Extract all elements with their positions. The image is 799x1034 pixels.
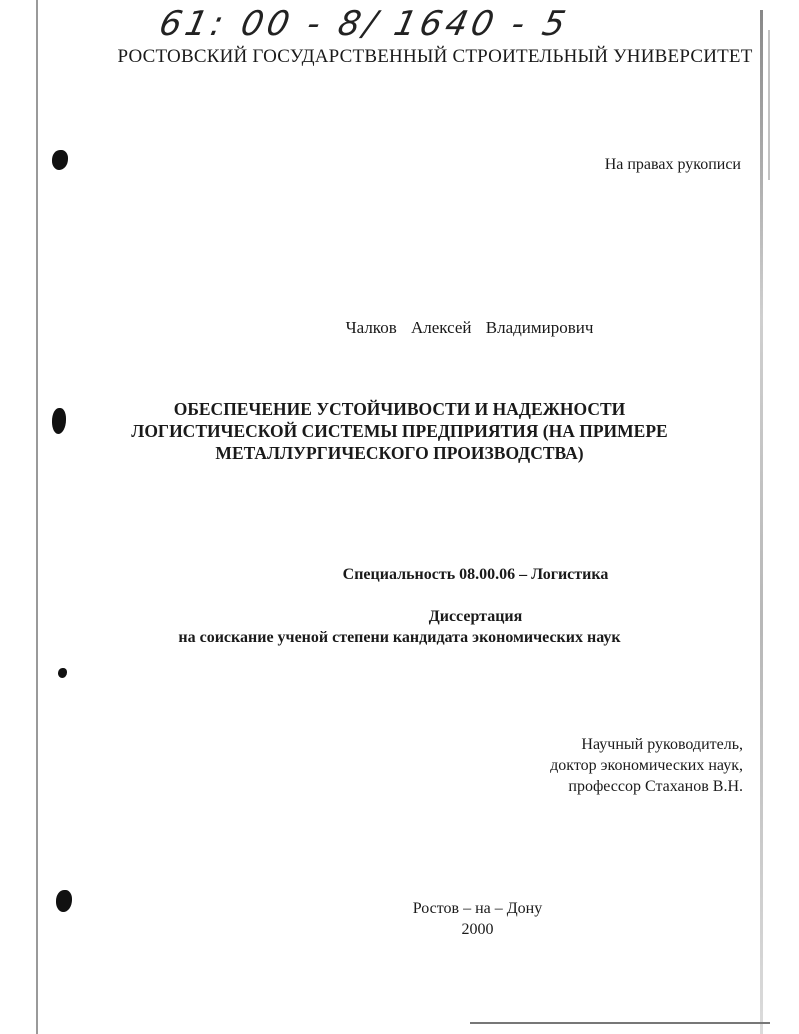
scientific-advisor: [550, 734, 743, 797]
advisor-name: профессор Стаханов В.Н.: [568, 778, 743, 795]
advisor-role: Научный руководитель,: [581, 736, 743, 753]
scan-bottom-line: [470, 1022, 770, 1024]
manuscript-rights-note: На правах рукописи: [604, 156, 741, 173]
place-and-year: [0, 898, 799, 940]
title-line-3: МЕТАЛЛУРГИЧЕСКОГО ПРОИЗВОДСТВА): [215, 443, 584, 463]
handwritten-archive-number: 61: 00 - 8/ 1640 - 5: [155, 4, 573, 44]
specialty: Специальность 08.00.06 – Логистика: [342, 566, 609, 583]
degree-text: на соискание ученой степени кандидата экономических наук: [178, 629, 621, 646]
title-line-2: ЛОГИСТИЧЕСКОЙ СИСТЕМЫ ПРЕДПРИЯТИЯ (НА ПРИМЕРЕ: [131, 421, 668, 441]
dissertation-title: [0, 398, 799, 464]
advisor-rank: доктор экономических наук,: [550, 757, 743, 774]
binding-hole-3: [58, 668, 67, 678]
author-name: Чалков Алексей Владимирович: [345, 318, 594, 337]
binding-hole-1: [52, 150, 68, 170]
university-name: РОСТОВСКИЙ ГОСУДАРСТВЕННЫЙ СТРОИТЕЛЬНЫЙ УНИВЕРСИТЕТ: [117, 46, 753, 67]
city: Ростов – на – Дону: [412, 900, 543, 917]
dissertation-label: Диссертация: [428, 608, 523, 625]
scan-edge-right: [760, 10, 763, 1034]
year: 2000: [461, 921, 494, 938]
title-line-1: ОБЕСПЕЧЕНИЕ УСТОЙЧИВОСТИ И НАДЕЖНОСТИ: [173, 399, 626, 419]
scan-edge-left: [36, 0, 38, 1034]
